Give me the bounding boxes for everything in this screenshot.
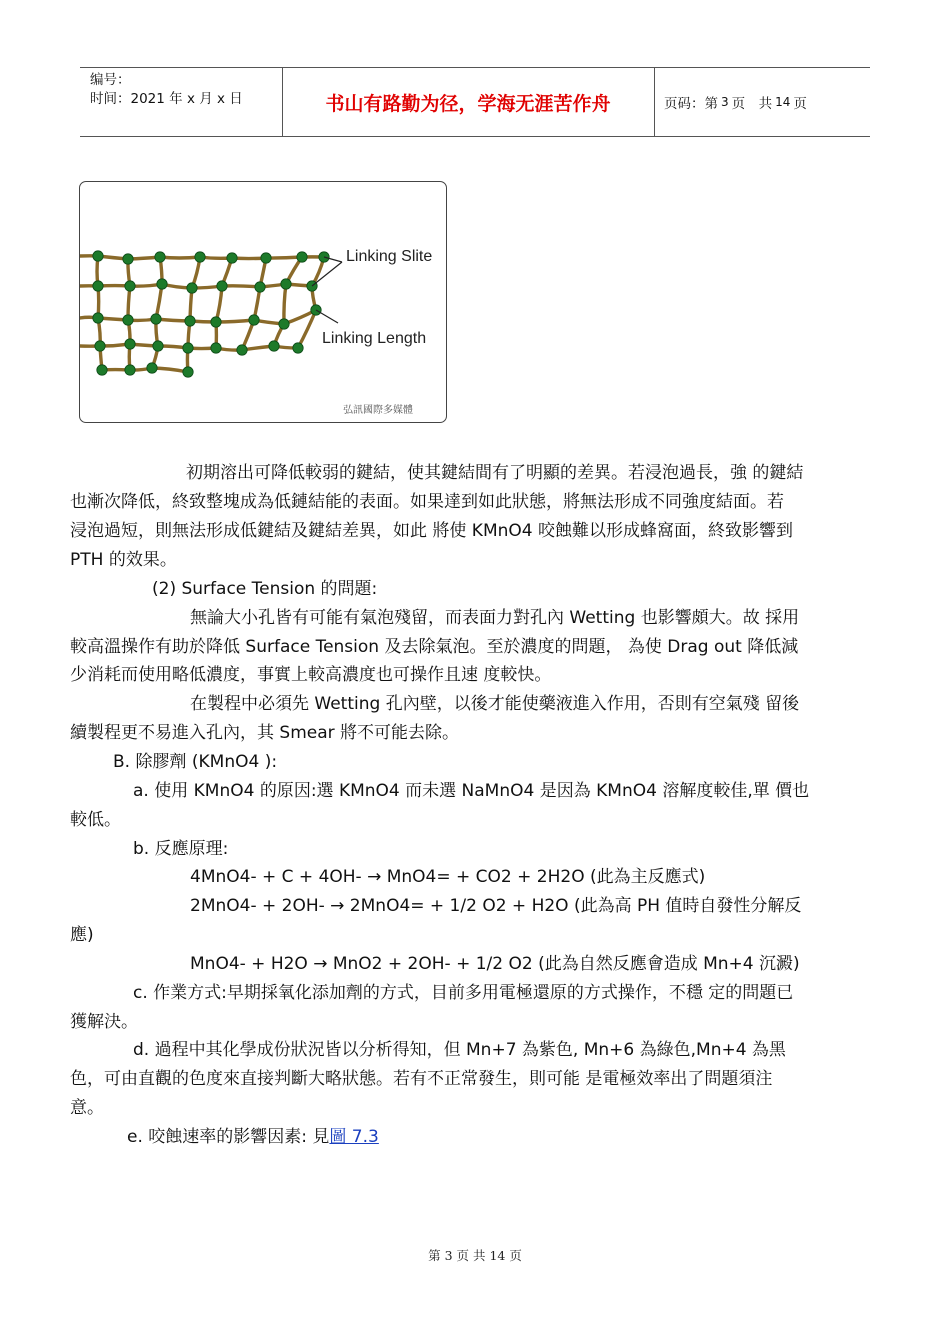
page-current: 3 bbox=[721, 95, 729, 109]
paragraph-line: 較高溫操作有助於降低 Surface Tension 及去除氣泡。至於濃度的問題， 為使 Drag out 降低減 bbox=[70, 637, 799, 657]
figure-link[interactable]: 圖 7.3 bbox=[329, 1127, 379, 1147]
paragraph-line: 無論大小孔皆有可能有氣泡殘留，而表面力對孔內 Wetting 也影響頗大。故 採用 bbox=[190, 608, 800, 628]
section-heading: B. 除膠劑 (KMnO4 ): bbox=[113, 752, 278, 772]
link-node bbox=[183, 367, 193, 377]
link-node bbox=[261, 253, 271, 263]
page-footer: 第 3 页 共 14 页 bbox=[428, 1248, 522, 1263]
equation: 2MnO4- + 2OH- → 2MnO4= + 1/2 O2 + H2O (此為高 PH 值時自發性分解反 bbox=[190, 896, 802, 916]
link-node bbox=[95, 341, 105, 351]
link-node bbox=[217, 281, 227, 291]
link-line bbox=[284, 284, 286, 324]
equation: MnO4- + H2O → MnO2 + 2OH- + 1/2 O2 (此為自然反應會造成 Mn+4 沉澱) bbox=[190, 954, 800, 974]
paragraph-line: 色，可由直觀的色度來直接判斷大略狀態。若有不正常發生，則可能 是電極效率出了問題須注 bbox=[70, 1069, 773, 1089]
paragraph-line: 獲解決。 bbox=[70, 1012, 138, 1032]
label-linking-length: Linking Length bbox=[322, 330, 427, 347]
link-node bbox=[227, 253, 237, 263]
equation: 應) bbox=[70, 925, 94, 945]
link-node bbox=[249, 315, 259, 325]
figure-ref-prefix: e. 咬蝕速率的影響因素: 見 bbox=[127, 1127, 330, 1147]
link-node bbox=[211, 317, 221, 327]
section-heading: (2) Surface Tension 的問題: bbox=[152, 579, 378, 599]
header-page-info bbox=[664, 68, 807, 136]
paragraph-line: 少消耗而使用略低濃度，事實上較高濃度也可操作且速 度較快。 bbox=[70, 665, 552, 685]
header-meta bbox=[90, 71, 243, 109]
link-node bbox=[93, 251, 103, 261]
length-pointer bbox=[316, 310, 338, 323]
paragraph-line: 也漸次降低，終致整塊成為低鏈結能的表面。如果達到如此狀態，將無法形成不同強度結面。若 bbox=[70, 492, 784, 512]
paragraph-line: b. 反應原理: bbox=[133, 839, 229, 859]
equation: 4MnO4- + C + 4OH- → MnO4= + CO2 + 2H2O (此為主反應式) bbox=[190, 867, 706, 887]
link-node bbox=[123, 254, 133, 264]
link-node bbox=[125, 339, 135, 349]
link-node bbox=[269, 341, 279, 351]
link-line bbox=[160, 257, 200, 258]
page-suffix: 页 bbox=[793, 96, 807, 112]
paragraph-line: 較低。 bbox=[70, 810, 121, 830]
link-node bbox=[187, 283, 197, 293]
header-motto: 书山有路勤为径，学海无涯苦作舟 bbox=[325, 92, 611, 115]
paragraph-line bbox=[127, 1123, 379, 1151]
label-linking-slite: Linking Slite bbox=[346, 248, 433, 265]
link-node bbox=[125, 281, 135, 291]
page-total: 14 bbox=[775, 95, 791, 109]
link-node bbox=[153, 341, 163, 351]
doc-number-label: 编号： bbox=[90, 72, 131, 88]
paragraph-line: a. 使用 KMnO4 的原因:選 KMnO4 而未選 NaMnO4 是因為 KMnO4 溶解度較佳,單 價也 bbox=[133, 781, 810, 801]
paragraph-line: PTH 的效果。 bbox=[70, 550, 177, 570]
link-node bbox=[279, 319, 289, 329]
page-header bbox=[80, 67, 870, 137]
paragraph-line: 在製程中必須先 Wetting 孔內壁，以後才能使藥液進入作用，否則有空氣殘 留後 bbox=[190, 694, 800, 714]
paragraph-line: 浸泡過短，則無法形成低鍵結及鍵結差異，如此 將使 KMnO4 咬蝕難以形成蜂窩面，終致影響到 bbox=[70, 521, 793, 541]
paragraph-line: 初期溶出可降低較弱的鍵結，使其鍵結間有了明顯的差異。若浸泡過長，強 的鍵結 bbox=[186, 463, 804, 483]
link-lines bbox=[80, 256, 324, 372]
link-node bbox=[281, 279, 291, 289]
link-node bbox=[93, 281, 103, 291]
network-graphic bbox=[80, 182, 446, 422]
paragraph-line: c. 作業方式:早期採氧化添加劑的方式，目前多用電極還原的方式操作，不穩 定的問題已 bbox=[133, 983, 794, 1003]
link-node bbox=[211, 343, 221, 353]
link-node bbox=[237, 345, 247, 355]
link-node bbox=[157, 279, 167, 289]
link-node bbox=[293, 343, 303, 353]
paragraph-line: 續製程更不易進入孔內，其 Smear 將不可能去除。 bbox=[70, 723, 460, 743]
link-node bbox=[147, 363, 157, 373]
page-prefix: 页码：第 bbox=[664, 96, 718, 112]
figure-credit: 弘訊國際多媒體 bbox=[343, 405, 413, 416]
link-node bbox=[297, 252, 307, 262]
link-node bbox=[97, 365, 107, 375]
link-node bbox=[123, 315, 133, 325]
link-node bbox=[93, 313, 103, 323]
paragraph-line: 意。 bbox=[70, 1098, 104, 1118]
doc-date: 时间：2021 年 x 月 x 日 bbox=[90, 91, 243, 107]
linking-diagram bbox=[79, 181, 447, 423]
link-node bbox=[183, 343, 193, 353]
link-node bbox=[151, 314, 161, 324]
link-node bbox=[155, 252, 165, 262]
link-node bbox=[195, 252, 205, 262]
link-node bbox=[255, 282, 265, 292]
link-line bbox=[222, 286, 260, 287]
link-node bbox=[125, 365, 135, 375]
page-mid: 页 共 bbox=[731, 96, 773, 112]
link-node bbox=[185, 316, 195, 326]
link-line bbox=[216, 320, 254, 322]
paragraph-line: d. 過程中其化學成份狀況皆以分析得知，但 Mn+7 為紫色, Mn+6 為綠色,Mn+4 為黑 bbox=[133, 1040, 786, 1060]
header-divider bbox=[654, 68, 655, 136]
